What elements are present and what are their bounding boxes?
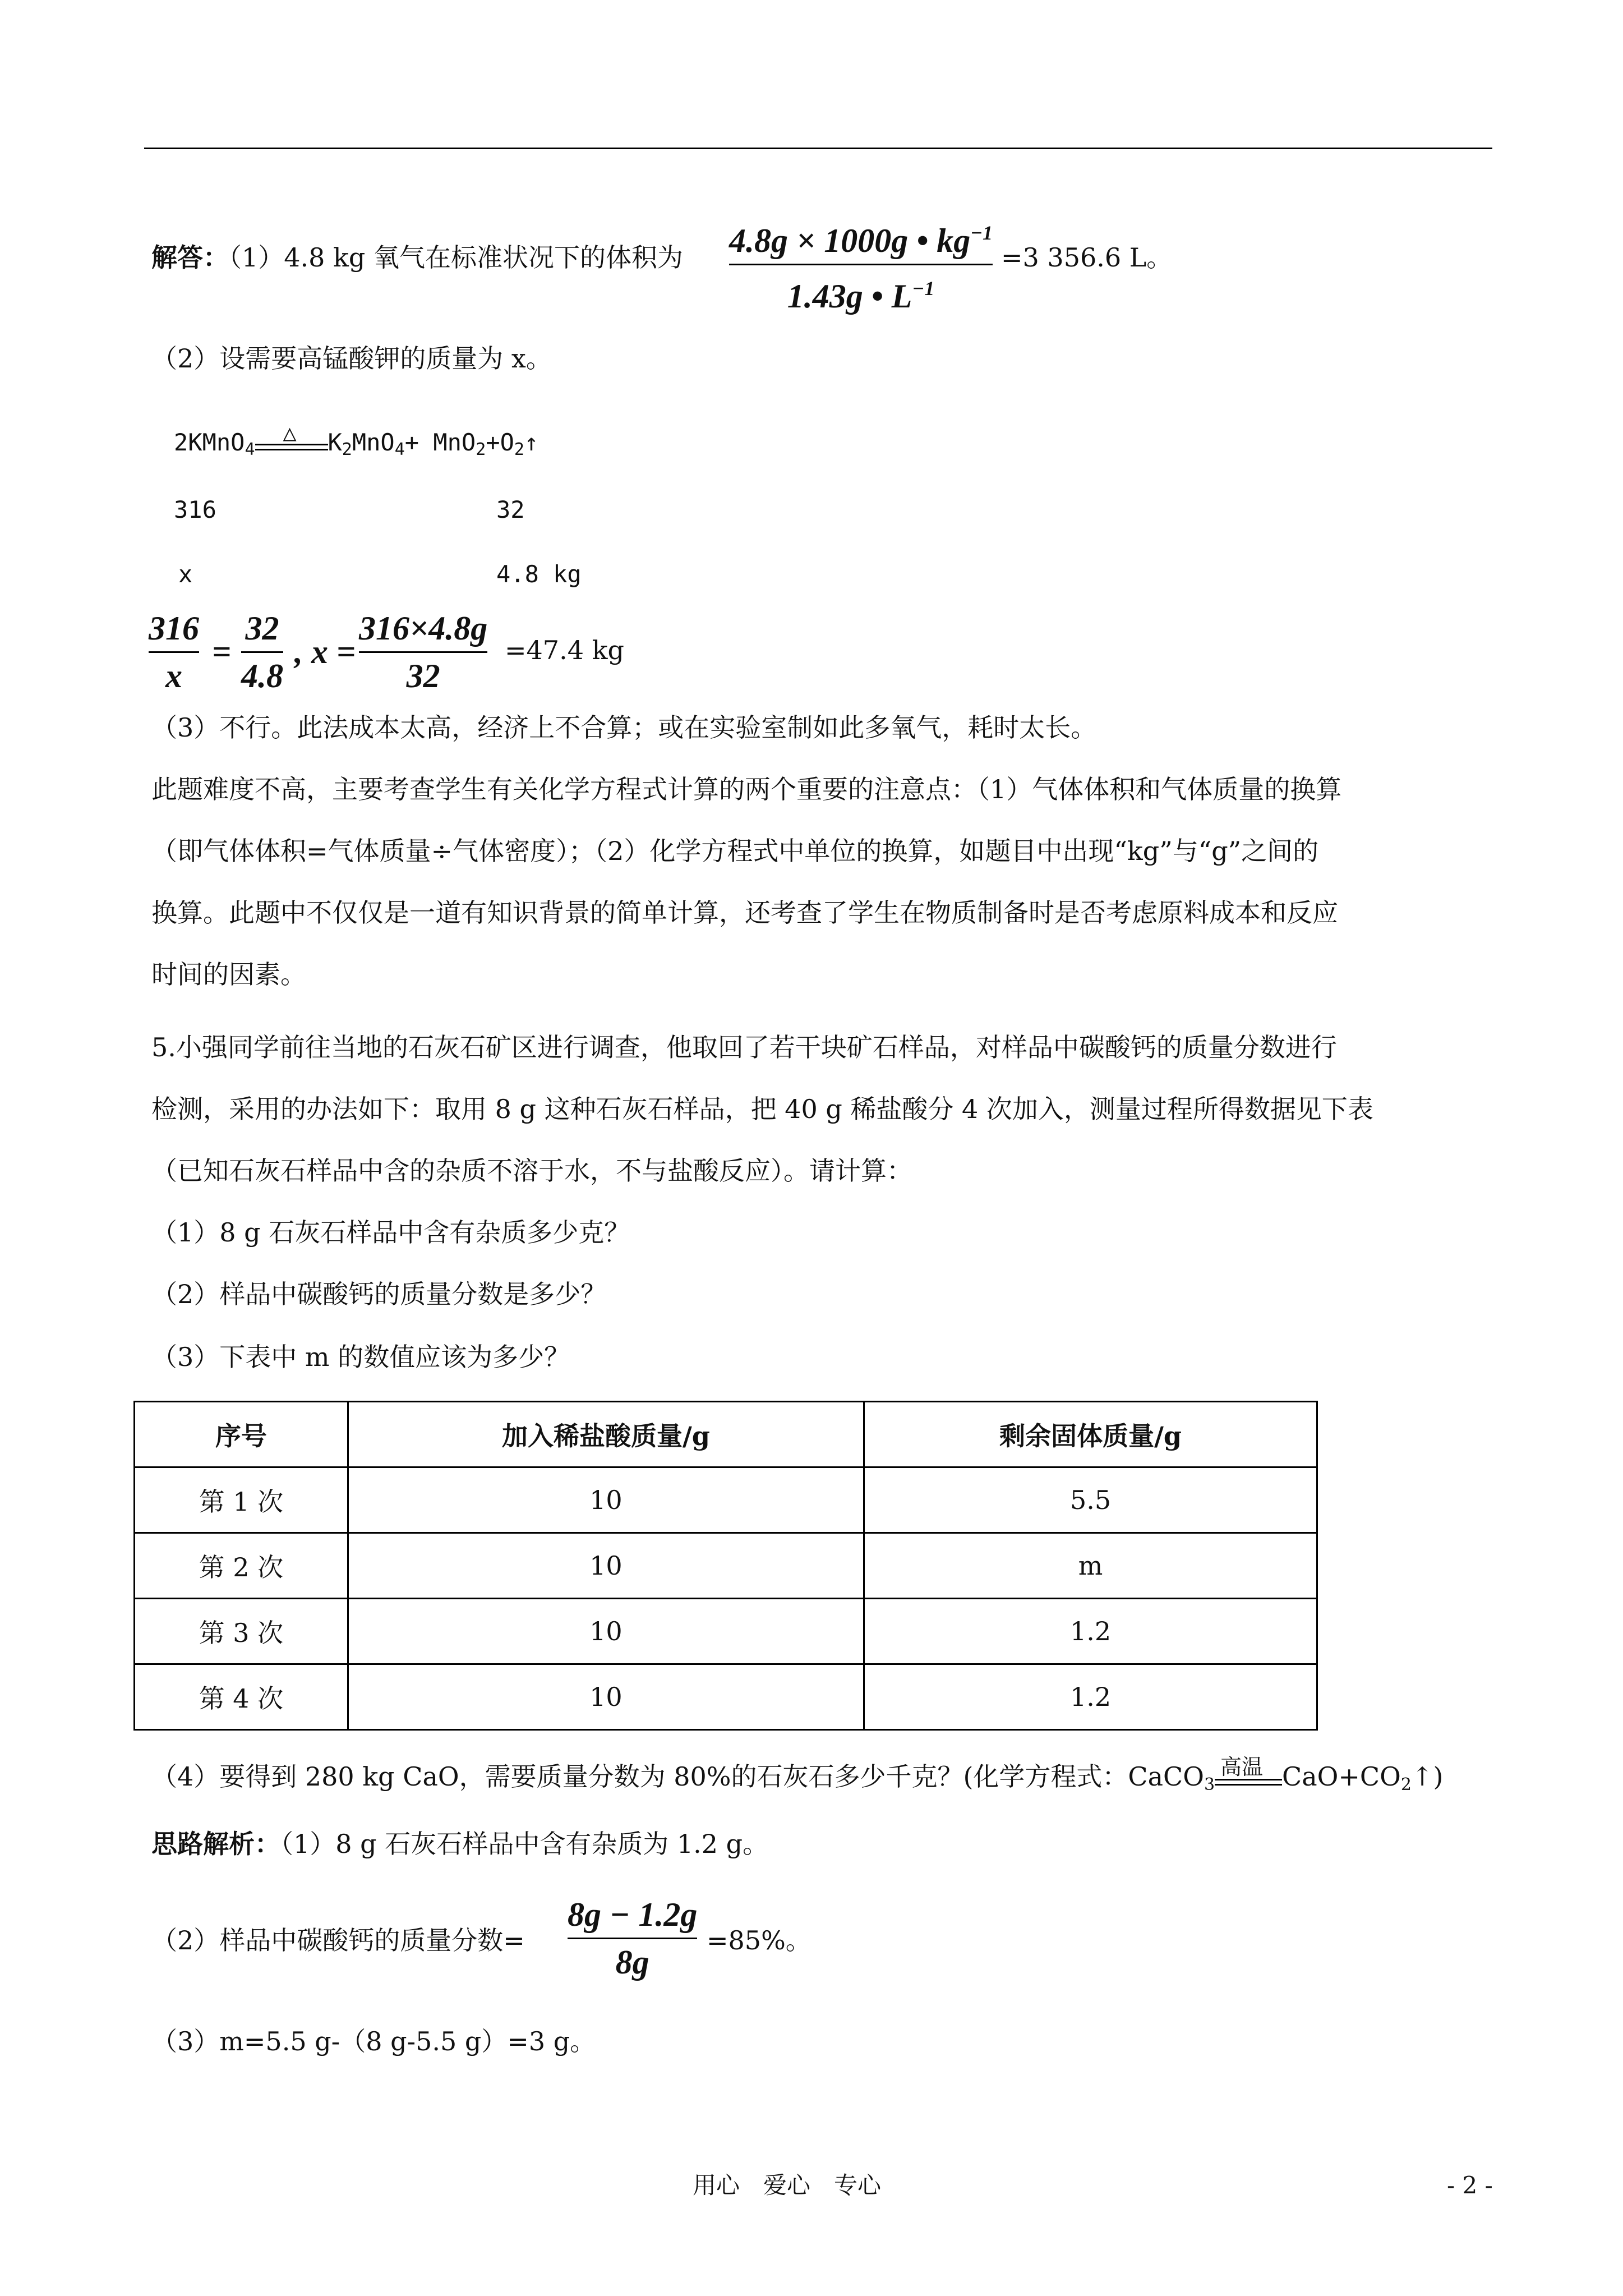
high-temp-condition: 高温 [1220, 1755, 1264, 1779]
ratio-right-2: 4.8 kg [496, 560, 582, 588]
answer-part1 [151, 241, 683, 274]
analysis-line-2: （即气体体积=气体质量÷气体密度）；（2）化学方程式中单位的换算，如题目中出现“kg”与“g”之间的 [151, 836, 1319, 866]
header-rule [144, 148, 1492, 149]
q5-line-2: 检测，采用的办法如下：取用 8 g 这种石灰石样品，把 40 g 稀盐酸分 4 次加入，测量过程所得数据见下表 [151, 1094, 1373, 1124]
solution-label: 思路解析： [151, 1829, 280, 1859]
ratio-left-2: x [178, 560, 193, 588]
calc-frac-1: 316 x [149, 610, 199, 694]
part1-frac-den: 1.43g • $L^{-1}$ [787, 277, 935, 315]
table-row [135, 1664, 1317, 1730]
analysis-line-4: 时间的因素。 [151, 959, 306, 990]
q5-sub-2: （2）样品中碳酸钙的质量分数是多少？ [151, 1279, 607, 1309]
table-cell: 10 [348, 1599, 864, 1664]
solution-part2-result: =85%。 [707, 1925, 811, 1955]
table-cell: 第 3 次 [135, 1599, 348, 1664]
heat-condition: △ [283, 420, 297, 446]
solution-part3: （3）m=5.5 g-（8 g-5.5 g）=3 g。 [151, 2026, 596, 2056]
q5-line-3: （已知石灰石样品中含的杂质不溶于水，不与盐酸反应）。请计算： [151, 1156, 912, 1186]
part1-result: =3 356.6 L。 [1001, 242, 1173, 273]
table-header: 剩余固体质量/g [864, 1402, 1317, 1467]
calc-sep: , x = [294, 633, 356, 670]
ratio-right-1: 32 [496, 496, 525, 523]
table-cell: 第 2 次 [135, 1533, 348, 1599]
q5-sub-1: （1）8 g 石灰石样品中含有杂质多少克？ [151, 1217, 630, 1248]
q5-sub-3: （3）下表中 m 的数值应该为多少？ [151, 1342, 570, 1372]
table-header-row [135, 1402, 1317, 1467]
table-cell: 5.5 [864, 1467, 1317, 1533]
solution-part1: 思路解析：（1）8 g 石灰石样品中含有杂质为 1.2 g。 [151, 1829, 769, 1859]
solution-part2-text: （2）样品中碳酸钙的质量分数= [151, 1925, 525, 1955]
reaction-equation: 2KMnO$_4$ △ $K_2MnO_4+$ $MnO_2+O_2↑$ [174, 426, 538, 466]
table-header: 加入稀盐酸质量/g [348, 1402, 864, 1467]
table-cell: 1.2 [864, 1599, 1317, 1664]
q5-line-1: 5.小强同学前往当地的石灰石矿区进行调查，他取回了若干块矿石样品，对样品中碳酸钙的质量分数进行 [151, 1032, 1337, 1062]
table-cell: m [864, 1533, 1317, 1599]
answer-label: 解答： [151, 242, 229, 273]
q5-part4: （4）要得到 280 kg CaO，需要质量分数为 80%的石灰石多少千克？(化学方程式：CaCO$_3$ 高温 $CaO+CO_2↑$) [151, 1760, 1443, 1801]
analysis-line-1: 此题难度不高，主要考查学生有关化学方程式计算的两个重要的注意点：（1）气体体积和气体质量的换算 [151, 774, 1342, 804]
analysis-line-3: 换算。此题中不仅仅是一道有知识背景的简单计算，还考查了学生在物质制备时是否考虑原料成本和反应 [151, 898, 1338, 928]
table-cell: 10 [348, 1533, 864, 1599]
page-number: - 2 - [1447, 2171, 1493, 2199]
table-cell: 10 [348, 1467, 864, 1533]
part1-text: （1）4.8 kg 氧气在标准状况下的体积为 [229, 242, 683, 273]
table-cell: 1.2 [864, 1664, 1317, 1730]
table-cell: 10 [348, 1664, 864, 1730]
ratio-left-1: 316 [174, 496, 216, 523]
calc-result: =47.4 kg [505, 635, 624, 665]
calc-frac-2: 32 4.8 [241, 610, 283, 694]
solution-fraction: 8g − 1.2g 8g [568, 1896, 698, 1981]
table-row [135, 1599, 1317, 1664]
footer-motto: 用心 爱心 专心 [693, 2171, 882, 2199]
calc-eq-1: = [212, 633, 232, 670]
table-header: 序号 [135, 1402, 348, 1467]
part1-frac-num: 4.8g × 1000g • $kg^{-1}$ [729, 222, 993, 259]
table-cell: 第 4 次 [135, 1664, 348, 1730]
calc-frac-3: 316×4.8g 32 [359, 610, 488, 694]
table-row [135, 1467, 1317, 1533]
data-table [133, 1401, 1318, 1731]
part3-text: （3）不行。此法成本太高，经济上不合算；或在实验室制如此多氧气，耗时太长。 [151, 712, 1097, 743]
table-cell: 第 1 次 [135, 1467, 348, 1533]
part2-text: （2）设需要高锰酸钾的质量为 x。 [151, 343, 552, 374]
table-row [135, 1533, 1317, 1599]
part1-fraction [729, 213, 993, 316]
